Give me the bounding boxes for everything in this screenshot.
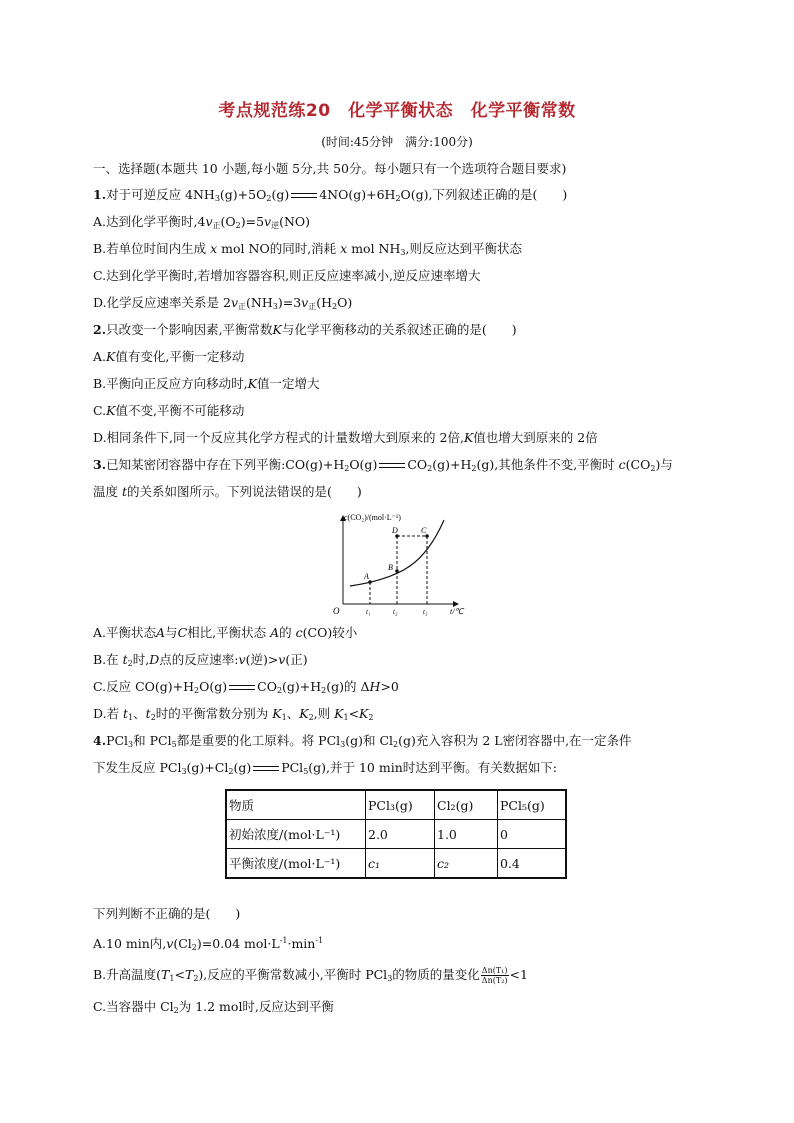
q1-stem: 1.对于可逆反应 $4NH_3(g)+5O_2(g)$ $4NO(g)+6H_2O(g)$,下列叙述正确的是( ) (93, 187, 568, 203)
q2-stem: 2.只改变一个影响因素,平衡常数K与化学平衡移动的关系叙述正确的是( ) (93, 322, 517, 337)
table-header-cell: PCl₃(g) (366, 790, 435, 820)
y-axis-label: c(CO₂)/(mol·L⁻¹) (344, 513, 401, 522)
q4-question: 下列判断不正确的是( ) (93, 906, 241, 921)
q4-stem-line2: 下发生反应 $PCl_3(g)+Cl_2(g)$ PCl$_5$(g),并于 10 min时达到平衡。有关数据如下: (93, 760, 557, 776)
section-heading: 一、选择题(本题共 10 小题,每小题 5分,共 50分。每小题只有一个选项符合题目要求) (93, 161, 567, 176)
q1-option-c: C.达到化学平衡时,若增加容器容积,则正反应速率减小,逆反应速率增大 (93, 268, 481, 283)
q2-option-a: A.K值有变化,平衡一定移动 (93, 349, 245, 364)
q1-option-a: A.达到化学平衡时$,4v_正(O_2)=5v_逆(NO)$ (93, 214, 311, 230)
concentration-table (225, 789, 567, 879)
q1-option-d: D.化学反应速率关系是 $2v_正(NH_3)=3v_正(H_2O)$ (93, 295, 353, 311)
table-cell: c₂ (435, 849, 498, 879)
page-subtitle: (时间:45分钟 满分:100分) (321, 135, 473, 149)
q3-option-a: A.平衡状态A与C相比,平衡状态 A的 c(CO)较小 (93, 625, 358, 640)
q3-stem: 3.已知某密闭容器中存在下列平衡$:CO(g)+H_2O(g)$ $CO_2(g)+H_2(g)$,其他条件不变,平衡时 $c(CO_2)$与 (93, 457, 673, 473)
point-label-b: B (388, 563, 393, 572)
q4-option-a: A.10 min内$,v(Cl_2)=0.04$ $mol\cdot L^{-1}\cdot\min^{-1}$ (93, 936, 324, 952)
q2-option-c: C.K值不变,平衡不可能移动 (93, 403, 245, 418)
equilibrium-arrow-icon (377, 462, 407, 470)
table-cell: 0 (498, 820, 567, 849)
table-header-cell: 物质 (226, 790, 366, 820)
table-cell: 初始浓度/(mol·L⁻¹) (226, 820, 366, 849)
q2-option-d: D.相同条件下,同一个反应其化学方程式的计量数增大到原来的 2倍,K值也增大到原来的 2倍 (93, 430, 598, 445)
table-cell: 平衡浓度/(mol·L⁻¹) (226, 849, 366, 879)
q4-stem: 4.PCl$_3$和 PCl$_5$都是重要的化工原料。将 PCl$_3$(g)和 $Cl_2(g)$充入容积为 2 L密闭容器中,在一定条件 (93, 733, 632, 749)
origin-label: O (333, 606, 340, 616)
co2-temperature-chart (330, 508, 470, 620)
tick-label-t2: t₂ (393, 608, 398, 616)
equilibrium-arrow-icon (289, 192, 319, 200)
table-header-cell: PCl₅(g) (498, 790, 567, 820)
equilibrium-arrow-icon (227, 684, 257, 692)
tick-label-t1: t₁ (366, 608, 371, 616)
x-axis-label: t/℃ (450, 607, 464, 616)
q4-number: 4. (93, 733, 107, 748)
q2-option-b: B.平衡向正反应方向移动时,K值一定增大 (93, 376, 320, 391)
equilibrium-arrow-icon (251, 765, 281, 773)
table-cell: 0.4 (498, 849, 567, 879)
q1-option-b: B.若单位时间内生成 x mol NO的同时,消耗 x mol $NH_3$,则反应达到平衡状态 (93, 241, 522, 257)
table-header-row (226, 790, 566, 820)
point-label-d: D (392, 526, 398, 535)
table-cell: c₁ (366, 849, 435, 879)
page-title: 考点规范练20 化学平衡状态 化学平衡常数 (218, 101, 576, 121)
tick-label-t3: t₃ (423, 608, 428, 616)
point-label-c: C (421, 526, 427, 535)
point-b (395, 569, 399, 573)
q3-number: 3. (93, 457, 107, 472)
q3-option-c: C.反应 $CO(g)+H_2O(g)$ $CO_2(g)+H_2(g)$的 ΔH>0 (93, 679, 399, 695)
table-row (226, 849, 566, 879)
table-cell: 2.0 (366, 820, 435, 849)
table-row (226, 820, 566, 849)
q3-option-b: B.在 $t_2$时,D点的反应速率:v(逆)>v(正) (93, 652, 308, 668)
point-label-a: A (364, 572, 369, 581)
q3-stem-line2: 温度 t的关系如图所示。下列说法错误的是( ) (93, 484, 362, 499)
table-header-cell: Cl₂(g) (435, 790, 498, 820)
table-cell: 1.0 (435, 820, 498, 849)
q4-option-c: C.当容器中 $Cl_2$为 1.2 mol时,反应达到平衡 (93, 999, 334, 1015)
q2-number: 2. (93, 322, 107, 337)
delta-n-fraction: $\frac{\text{Δn(T₁)}}{\text{Δn(T₂)}}$ (481, 966, 508, 985)
q1-number: 1. (93, 187, 107, 202)
q3-option-d: D.若 $t_1$、$t_2$时的平衡常数分别为 $K_1$、$K_2$,则 $K_1<K_2$ (93, 706, 374, 722)
q4-option-b: B.升高温度$(T_1<T_2)$,反应的平衡常数减小,平衡时 PCl$_3$的物质的量变化 $\frac{\text{Δn(T₁)}}{\text{Δn(T₂)}}$ <1 (93, 966, 528, 985)
